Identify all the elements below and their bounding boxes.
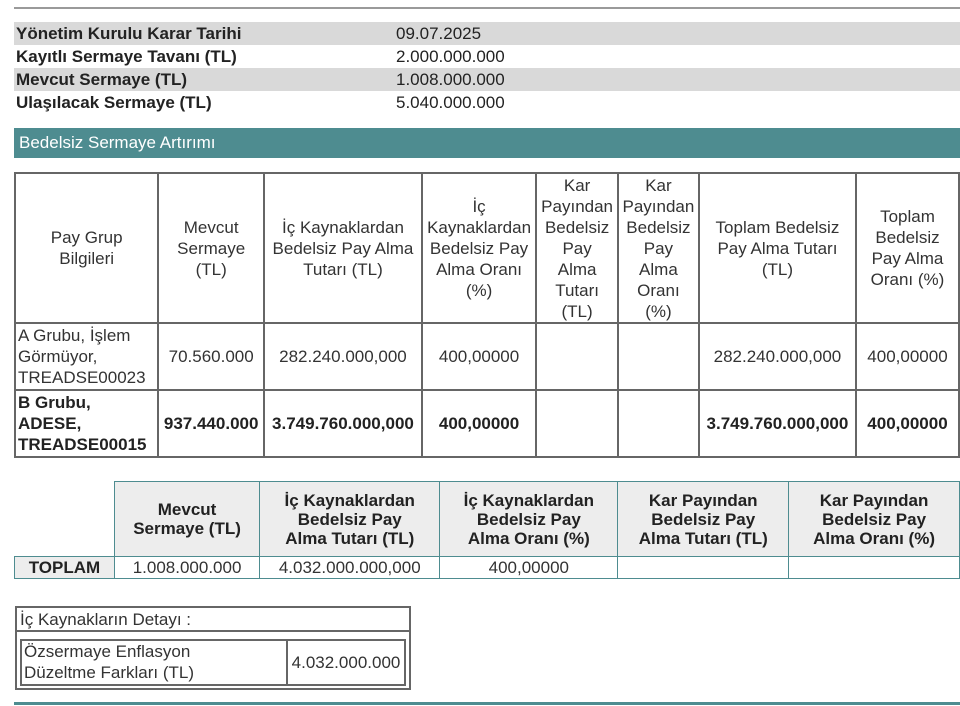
ic-oran-cell: 400,00000 xyxy=(422,390,536,457)
toplam-oran-cell: 400,00000 xyxy=(856,323,959,390)
kar-oran-cell xyxy=(618,323,699,390)
info-label: Kayıtlı Sermaye Tavanı (TL) xyxy=(16,47,237,66)
totals-cell: 1.008.000.000 xyxy=(114,557,259,579)
toplam-tutar-cell: 282.240.000,000 xyxy=(699,323,856,390)
groups-table-wrapper xyxy=(14,172,960,459)
header-cell: Pay Grup Bilgileri xyxy=(15,173,158,323)
header-cell: Kar Payından Bedelsiz Pay Alma Oranı (%) xyxy=(789,482,960,557)
header-cell: Mevcut Sermaye (TL) xyxy=(158,173,264,323)
header-cell: Toplam Bedelsiz Pay Alma Tutarı (TL) xyxy=(699,173,856,323)
info-label: Mevcut Sermaye (TL) xyxy=(16,70,187,89)
header-cell: Kar Payından Bedelsiz Pay Alma Tutarı (TL) xyxy=(536,173,618,323)
totals-header-row xyxy=(15,482,960,557)
group-cell: A Grubu, İşlem Görmüyor, TREADSE00023 xyxy=(15,323,158,390)
kar-tutar-cell xyxy=(536,323,618,390)
ic-tutar-cell: 3.749.760.000,000 xyxy=(264,390,422,457)
totals-cell: 400,00000 xyxy=(440,557,618,579)
detail-label: Özsermaye Enflasyon Düzeltme Farkları (TL) xyxy=(20,639,288,686)
info-row xyxy=(14,22,960,45)
table-row xyxy=(15,390,959,457)
section-title: Bedelsiz Sermaye Artırımı xyxy=(14,128,960,158)
totals-cell xyxy=(618,557,789,579)
mevcut-cell: 937.440.000 xyxy=(158,390,264,457)
totals-table xyxy=(14,481,960,579)
header-cell-empty xyxy=(15,482,115,557)
header-cell: Kar Payından Bedelsiz Pay Alma Tutarı (TL) xyxy=(618,482,789,557)
detail-box xyxy=(15,606,411,690)
group-cell: B Grubu, ADESE, TREADSE00015 xyxy=(15,390,158,457)
info-value: 2.000.000.000 xyxy=(396,47,505,66)
totals-label: TOPLAM xyxy=(15,557,115,579)
table-row xyxy=(15,323,959,390)
groups-table xyxy=(14,172,960,458)
header-cell: İç Kaynaklardan Bedelsiz Pay Alma Oranı (%) xyxy=(422,173,536,323)
toplam-oran-cell: 400,00000 xyxy=(856,390,959,457)
totals-cell xyxy=(789,557,960,579)
header-cell: İç Kaynaklardan Bedelsiz Pay Alma Oranı (%) xyxy=(440,482,618,557)
kar-tutar-cell xyxy=(536,390,618,457)
header-cell: Mevcut Sermaye (TL) xyxy=(114,482,259,557)
info-value: 1.008.000.000 xyxy=(396,70,505,89)
detail-title: İç Kaynakların Detayı : xyxy=(17,608,409,632)
info-label: Yönetim Kurulu Karar Tarihi xyxy=(16,24,242,43)
info-value: 5.040.000.000 xyxy=(396,93,505,112)
header-cell: Kar Payından Bedelsiz Pay Alma Oranı (%) xyxy=(618,173,699,323)
top-divider xyxy=(14,7,960,9)
ic-tutar-cell: 282.240.000,000 xyxy=(264,323,422,390)
bottom-divider xyxy=(14,702,960,705)
info-block xyxy=(14,22,960,114)
mevcut-cell: 70.560.000 xyxy=(158,323,264,390)
ic-oran-cell: 400,00000 xyxy=(422,323,536,390)
info-row xyxy=(14,68,960,91)
kar-oran-cell xyxy=(618,390,699,457)
detail-value: 4.032.000.000 xyxy=(288,639,406,686)
info-row xyxy=(14,45,960,68)
header-cell: İç Kaynaklardan Bedelsiz Pay Alma Tutarı (TL) xyxy=(260,482,440,557)
header-cell: Toplam Bedelsiz Pay Alma Oranı (%) xyxy=(856,173,959,323)
header-cell: İç Kaynaklardan Bedelsiz Pay Alma Tutarı (TL) xyxy=(264,173,422,323)
totals-cell: 4.032.000.000,000 xyxy=(260,557,440,579)
info-value: 09.07.2025 xyxy=(396,24,482,43)
groups-header-row xyxy=(15,173,959,323)
toplam-tutar-cell: 3.749.760.000,000 xyxy=(699,390,856,457)
info-label: Ulaşılacak Sermaye (TL) xyxy=(16,93,212,112)
info-row xyxy=(14,91,960,114)
totals-row xyxy=(15,557,960,579)
totals-table-wrapper xyxy=(14,481,960,580)
